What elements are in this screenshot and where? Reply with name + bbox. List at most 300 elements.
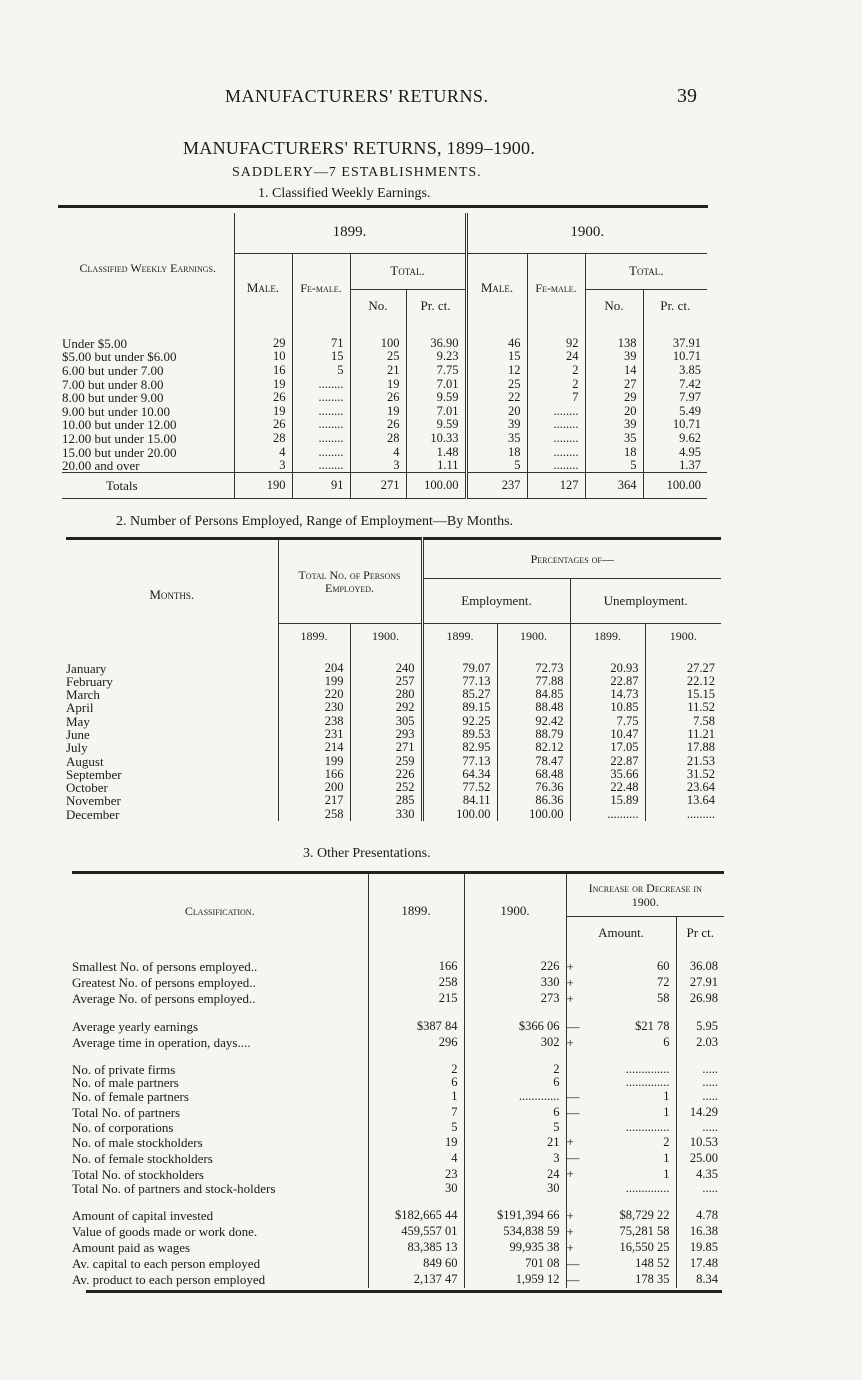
month-row <box>66 808 721 821</box>
earnings-cell: 10.71 <box>672 417 701 432</box>
classification-cell: 2.03 <box>696 1034 718 1049</box>
earnings-cell: 1.37 <box>679 458 701 473</box>
classification-row <box>72 1051 724 1076</box>
month-cell: 257 <box>350 675 422 688</box>
month-cell: 11.52 <box>687 700 715 715</box>
month-cell: 230 <box>278 701 350 714</box>
earnings-label: $5.00 but under $6.00 <box>62 350 234 364</box>
y1900-unemp: 1900. <box>645 624 721 650</box>
classification-cell: 25.00 <box>689 1150 718 1165</box>
classification-cell: 849 60 <box>368 1256 464 1272</box>
month-cell: 15.15 <box>686 687 715 702</box>
earnings-cell: 25 <box>466 377 527 391</box>
earnings-cell: ........ <box>527 459 585 473</box>
classification-row <box>72 949 724 975</box>
earnings-cell: ........ <box>292 391 350 405</box>
amount-header: Amount. <box>566 917 676 949</box>
month-label: October <box>66 781 278 794</box>
classification-cell: 58 <box>580 991 676 1007</box>
earnings-cell: 18 <box>585 445 643 459</box>
classification-label: Amount paid as wages <box>72 1240 368 1256</box>
classification-cell: 5 <box>464 1121 566 1134</box>
earnings-cell: 36.90 <box>406 323 466 350</box>
classification-cell: 17.48 <box>689 1256 718 1271</box>
classification-cell: 302 <box>464 1035 566 1051</box>
totals-row <box>62 473 707 499</box>
classification-row <box>72 1076 724 1089</box>
prct-header-1899: Pr. ct. <box>406 289 466 323</box>
classification-cell: 19.85 <box>689 1240 718 1255</box>
month-cell: ......... <box>686 806 715 821</box>
classification-cell: 8.34 <box>696 1272 718 1287</box>
month-cell: 305 <box>350 715 422 728</box>
totals-cell: 271 <box>350 473 406 499</box>
earnings-cell: 24 <box>527 350 585 364</box>
classification-row <box>72 1121 724 1134</box>
classification-label: No. of female stockholders <box>72 1150 368 1166</box>
classification-cell: $191,394 66 <box>464 1196 566 1224</box>
totals-cell: 100.00 <box>643 473 707 499</box>
month-cell: 77.52 <box>422 781 497 794</box>
earnings-cell: 26 <box>234 418 292 432</box>
classification-cell: — <box>566 1105 580 1121</box>
classification-row <box>72 1105 724 1121</box>
classification-cell: — <box>566 1018 580 1034</box>
earnings-cell: 28 <box>350 432 406 446</box>
month-cell: 88.79 <box>497 728 570 741</box>
month-cell: 166 <box>278 768 350 781</box>
earnings-cell: 3 <box>234 459 292 473</box>
earnings-cell: ........ <box>292 405 350 419</box>
classification-label: No. of female partners <box>72 1089 368 1105</box>
earnings-cell: ........ <box>292 418 350 432</box>
classification-row <box>72 975 724 991</box>
classification-cell: $21 78 <box>580 1007 676 1035</box>
earnings-cell: 4 <box>234 445 292 459</box>
classification-cell: + <box>566 1223 574 1239</box>
classification-cell: 1 <box>580 1166 676 1182</box>
month-cell: 85.27 <box>422 688 497 701</box>
classification-cell: 1 <box>368 1089 464 1105</box>
earnings-cell: 9.62 <box>679 431 701 445</box>
month-cell: 100.00 <box>497 808 570 821</box>
classification-cell: 30 <box>464 1182 566 1195</box>
document-subtitle: SADDLERY—7 ESTABLISHMENTS. <box>232 165 482 180</box>
earnings-cell: 7.01 <box>406 405 466 419</box>
classification-row <box>72 1134 724 1150</box>
earnings-cell: 26 <box>350 391 406 405</box>
female-header-1899: Fe-male. <box>292 253 350 323</box>
earnings-cell: 12 <box>466 364 527 378</box>
month-cell: 68.48 <box>497 768 570 781</box>
month-label: March <box>66 688 278 701</box>
classification-cell: $182,665 44 <box>368 1196 464 1224</box>
classification-cell <box>566 1182 580 1195</box>
month-cell: 64.34 <box>422 768 497 781</box>
earnings-cell: 7 <box>527 391 585 405</box>
classification-cell: 4.78 <box>696 1208 718 1223</box>
y1899-header: 1899. <box>368 873 464 949</box>
earnings-cell: 7.97 <box>679 390 701 405</box>
classification-label: Total No. of partners <box>72 1105 368 1121</box>
classification-row <box>72 1182 724 1195</box>
month-cell: 14.73 <box>570 688 645 701</box>
totals-cell: 237 <box>466 473 527 499</box>
earnings-cell: 1.48 <box>406 445 466 459</box>
classification-row <box>72 1240 724 1256</box>
earnings-cell: ........ <box>292 377 350 391</box>
employment-by-months-table <box>66 537 721 821</box>
classification-cell: 534,838 59 <box>464 1224 566 1240</box>
total-header-1899: Total. <box>350 253 466 289</box>
earnings-cell: 20 <box>585 405 643 419</box>
month-cell: 88.48 <box>497 701 570 714</box>
month-cell: 11.21 <box>687 726 715 741</box>
classification-cell: 72 <box>580 975 676 991</box>
earnings-cell: 10.71 <box>672 349 701 364</box>
month-cell: 238 <box>278 715 350 728</box>
month-row <box>66 741 721 754</box>
classification-cell: 2 <box>580 1134 676 1150</box>
classification-label: Amount of capital invested <box>72 1196 368 1224</box>
earnings-cell: 21 <box>350 364 406 378</box>
earnings-cell: 9.59 <box>406 418 466 432</box>
earnings-row <box>62 350 707 364</box>
classification-cell: ..... <box>702 1181 718 1196</box>
earnings-cell: 4.95 <box>679 444 701 459</box>
earnings-cell: ........ <box>292 432 350 446</box>
month-cell: 10.47 <box>570 728 645 741</box>
totals-cell: 364 <box>585 473 643 499</box>
no-header-1900: No. <box>585 289 643 323</box>
earnings-label: 20.00 and over <box>62 459 234 473</box>
month-cell: 23.64 <box>686 780 715 795</box>
earnings-cell: 28 <box>234 432 292 446</box>
month-cell: 20.93 <box>570 650 645 675</box>
month-cell: 89.15 <box>422 701 497 714</box>
month-cell: 259 <box>350 755 422 768</box>
classification-cell: 5 <box>368 1121 464 1134</box>
month-label: January <box>66 650 278 675</box>
classified-earnings-table <box>62 213 707 499</box>
classification-cell: .............. <box>580 1121 676 1134</box>
classification-cell: ..... <box>702 1089 718 1104</box>
month-row <box>66 688 721 701</box>
earnings-cell: ........ <box>527 405 585 419</box>
section1-title: 1. Classified Weekly Earnings. <box>258 186 431 201</box>
earnings-cell: 92 <box>527 323 585 350</box>
classification-cell: 1 <box>580 1105 676 1121</box>
month-cell: 100.00 <box>422 808 497 821</box>
totals-cell: 91 <box>292 473 350 499</box>
earnings-cell: 2 <box>527 377 585 391</box>
month-row <box>66 728 721 741</box>
month-cell: 89.53 <box>422 728 497 741</box>
month-label: December <box>66 808 278 821</box>
classification-row <box>72 1224 724 1240</box>
classification-label: Average yearly earnings <box>72 1007 368 1035</box>
classification-row <box>72 1272 724 1288</box>
classification-row <box>72 1150 724 1166</box>
month-cell: 17.05 <box>570 741 645 754</box>
classification-cell: 75,281 58 <box>580 1224 676 1240</box>
earnings-cell: ........ <box>292 445 350 459</box>
month-cell: 77.88 <box>497 675 570 688</box>
earnings-row <box>62 323 707 350</box>
classification-cell: 258 <box>368 975 464 991</box>
earnings-cell: 7.42 <box>679 376 701 391</box>
month-cell: 76.36 <box>497 781 570 794</box>
classification-cell: — <box>566 1255 580 1271</box>
month-cell: .......... <box>570 808 645 821</box>
month-cell: 17.88 <box>686 740 715 755</box>
classification-cell: 14.29 <box>689 1105 718 1120</box>
prct-header-1900: Pr. ct. <box>660 298 691 314</box>
month-cell: 82.95 <box>422 741 497 754</box>
earnings-cell: 1.11 <box>406 459 466 473</box>
y1899-employed: 1899. <box>278 624 350 650</box>
earnings-cell: 3.85 <box>679 363 701 378</box>
classification-cell: .............. <box>580 1051 676 1076</box>
classification-cell: 4.35 <box>696 1166 718 1181</box>
col-header-classification: Classified Weekly Earnings. <box>62 213 234 323</box>
percentages-header: Percentages of— <box>422 539 721 579</box>
female-header-1900: Fe-male. <box>527 253 585 323</box>
month-cell: 84.85 <box>497 688 570 701</box>
classification-cell: — <box>566 1271 580 1287</box>
classification-cell: 2,137 47 <box>368 1272 464 1288</box>
male-header-1899: Male. <box>234 253 292 323</box>
classification-label: Av. product to each person employed <box>72 1272 368 1288</box>
month-cell: 86.36 <box>497 794 570 807</box>
classification-row <box>72 1035 724 1051</box>
classification-cell: 27.91 <box>689 974 718 989</box>
classification-label: No. of male partners <box>72 1076 368 1089</box>
classification-cell: 296 <box>368 1035 464 1051</box>
month-cell: 293 <box>350 728 422 741</box>
earnings-cell: 22 <box>466 391 527 405</box>
earnings-cell: 138 <box>585 323 643 350</box>
classification-cell: .............. <box>580 1182 676 1195</box>
earnings-cell: 9.59 <box>406 391 466 405</box>
classification-cell: 226 <box>464 949 566 975</box>
classification-cell <box>566 1121 580 1134</box>
earnings-row <box>62 459 707 473</box>
classification-cell: + <box>566 1166 574 1182</box>
month-cell: 330 <box>350 808 422 821</box>
month-cell: 77.13 <box>422 675 497 688</box>
earnings-row <box>62 445 707 459</box>
classification-cell: + <box>566 1034 574 1050</box>
month-label: August <box>66 755 278 768</box>
earnings-label: 15.00 but under 20.00 <box>62 445 234 459</box>
month-label: February <box>66 675 278 688</box>
year-1899-header: 1899. <box>234 213 466 253</box>
classification-cell: + <box>566 958 574 974</box>
totals-cell: 127 <box>527 473 585 499</box>
earnings-cell: 39 <box>585 418 643 432</box>
earnings-cell: 10.33 <box>406 432 466 446</box>
earnings-cell: 27 <box>585 377 643 391</box>
classification-cell: 701 08 <box>464 1256 566 1272</box>
classification-cell: 166 <box>368 949 464 975</box>
month-cell: 27.27 <box>686 660 715 675</box>
classification-cell: 1,959 12 <box>464 1272 566 1288</box>
classification-cell: 16,550 25 <box>580 1240 676 1256</box>
earnings-label: 6.00 but under 7.00 <box>62 364 234 378</box>
classification-cell: 7 <box>368 1105 464 1121</box>
earnings-cell: 29 <box>234 323 292 350</box>
earnings-cell: 100 <box>350 323 406 350</box>
earnings-label: 7.00 but under 8.00 <box>62 377 234 391</box>
month-cell: 7.58 <box>693 713 715 728</box>
total-employed-header: Total No. of Persons Employed. <box>278 539 422 624</box>
month-cell: 285 <box>350 794 422 807</box>
classification-cell: + <box>566 1207 574 1223</box>
earnings-cell: 19 <box>234 377 292 391</box>
month-row <box>66 701 721 714</box>
classification-cell <box>566 1076 580 1089</box>
classification-row <box>72 991 724 1007</box>
month-cell: 252 <box>350 781 422 794</box>
month-label: July <box>66 741 278 754</box>
section2-title: 2. Number of Persons Employed, Range of Employment—By Months. <box>116 514 514 529</box>
month-cell: 292 <box>350 701 422 714</box>
earnings-cell: 5 <box>585 459 643 473</box>
earnings-cell: 7.01 <box>406 377 466 391</box>
earnings-cell: 9.23 <box>406 350 466 364</box>
earnings-cell: 5.49 <box>679 403 701 418</box>
earnings-cell: 14 <box>585 364 643 378</box>
classification-cell: ............. <box>464 1089 566 1105</box>
y1899-unemp: 1899. <box>570 624 645 650</box>
month-label: May <box>66 715 278 728</box>
classification-cell: 2 <box>368 1051 464 1076</box>
col-header-months: Months. <box>66 539 278 650</box>
prct-header: Pr ct. <box>686 924 714 940</box>
classification-row <box>72 1007 724 1035</box>
month-cell: 204 <box>278 650 350 675</box>
month-row <box>66 650 721 675</box>
classification-cell: 3 <box>464 1150 566 1166</box>
y1900-employed: 1900. <box>350 624 422 650</box>
classification-cell: .............. <box>580 1076 676 1089</box>
classification-cell: ..... <box>702 1120 718 1135</box>
classification-row <box>72 1089 724 1105</box>
earnings-cell: 71 <box>292 323 350 350</box>
classification-label: Value of goods made or work done. <box>72 1224 368 1240</box>
classification-cell: ..... <box>702 1074 718 1089</box>
classification-cell: 23 <box>368 1166 464 1182</box>
y1900-emp: 1900. <box>497 624 570 650</box>
earnings-cell: 5 <box>292 364 350 378</box>
male-header-1900: Male. <box>466 253 527 323</box>
month-cell: 78.47 <box>497 755 570 768</box>
document-title: MANUFACTURERS' RETURNS, 1899–1900. <box>183 138 536 158</box>
earnings-cell: 46 <box>466 323 527 350</box>
month-cell: 280 <box>350 688 422 701</box>
classification-cell: 26.98 <box>689 990 718 1005</box>
month-cell: 82.12 <box>497 741 570 754</box>
page-number: 39 <box>677 85 697 107</box>
earnings-cell: 19 <box>234 405 292 419</box>
earnings-cell: 18 <box>466 445 527 459</box>
month-cell: 79.07 <box>422 650 497 675</box>
earnings-row <box>62 391 707 405</box>
incdec-header: Increase or Decrease in 1900. <box>566 873 724 917</box>
month-cell: 72.73 <box>497 650 570 675</box>
earnings-cell: 37.91 <box>672 336 701 350</box>
classification-label: Total No. of stockholders <box>72 1166 368 1182</box>
month-cell: 15.89 <box>570 794 645 807</box>
earnings-cell: 16 <box>234 364 292 378</box>
classification-cell: $387 84 <box>368 1007 464 1035</box>
classification-cell: $366 06 <box>464 1007 566 1035</box>
no-header-1899: No. <box>350 289 406 323</box>
classification-cell: — <box>566 1089 580 1105</box>
classification-label: Av. capital to each person employed <box>72 1256 368 1272</box>
classification-cell: + <box>566 990 574 1006</box>
earnings-cell: ........ <box>527 432 585 446</box>
running-title: MANUFACTURERS' RETURNS. <box>225 86 489 106</box>
totals-label: Totals <box>62 473 234 499</box>
classification-label: Total No. of partners and stock-holders <box>72 1182 368 1195</box>
month-cell: 7.75 <box>570 715 645 728</box>
earnings-cell: ........ <box>527 418 585 432</box>
classification-row <box>72 1196 724 1224</box>
classification-cell: 4 <box>368 1150 464 1166</box>
earnings-cell: 15 <box>466 350 527 364</box>
classification-cell: 1 <box>580 1150 676 1166</box>
year-1900-header: 1900. <box>570 224 605 241</box>
earnings-cell: 10 <box>234 350 292 364</box>
classification-cell: 19 <box>368 1134 464 1150</box>
earnings-cell: 35 <box>585 432 643 446</box>
classification-cell: 215 <box>368 991 464 1007</box>
earnings-cell: 5 <box>466 459 527 473</box>
classification-row <box>72 1256 724 1272</box>
month-row <box>66 675 721 688</box>
earnings-cell: 29 <box>585 391 643 405</box>
month-row <box>66 794 721 807</box>
classification-label: Smallest No. of persons employed.. <box>72 949 368 975</box>
earnings-row <box>62 418 707 432</box>
classification-label: Average time in operation, days.... <box>72 1035 368 1051</box>
classification-cell: 330 <box>464 975 566 991</box>
classification-label: Greatest No. of persons employed.. <box>72 975 368 991</box>
earnings-cell: 7.75 <box>406 364 466 378</box>
classification-cell: + <box>566 974 574 990</box>
month-cell: 199 <box>278 675 350 688</box>
earnings-row <box>62 405 707 419</box>
classification-cell: 6 <box>464 1076 566 1089</box>
classification-cell: 1 <box>580 1089 676 1105</box>
month-row <box>66 781 721 794</box>
classification-cell: — <box>566 1150 580 1166</box>
earnings-cell: 20 <box>466 405 527 419</box>
earnings-label: Under $5.00 <box>62 323 234 350</box>
classification-cell: + <box>566 1239 574 1255</box>
earnings-label: 10.00 but under 12.00 <box>62 418 234 432</box>
earnings-cell: 26 <box>350 418 406 432</box>
section3-title: 3. Other Presentations. <box>303 846 431 861</box>
month-cell: 199 <box>278 755 350 768</box>
classification-cell: 24 <box>464 1166 566 1182</box>
classification-label: Average No. of persons employed.. <box>72 991 368 1007</box>
classification-cell: + <box>566 1134 574 1150</box>
month-label: April <box>66 701 278 714</box>
earnings-cell: ........ <box>292 459 350 473</box>
